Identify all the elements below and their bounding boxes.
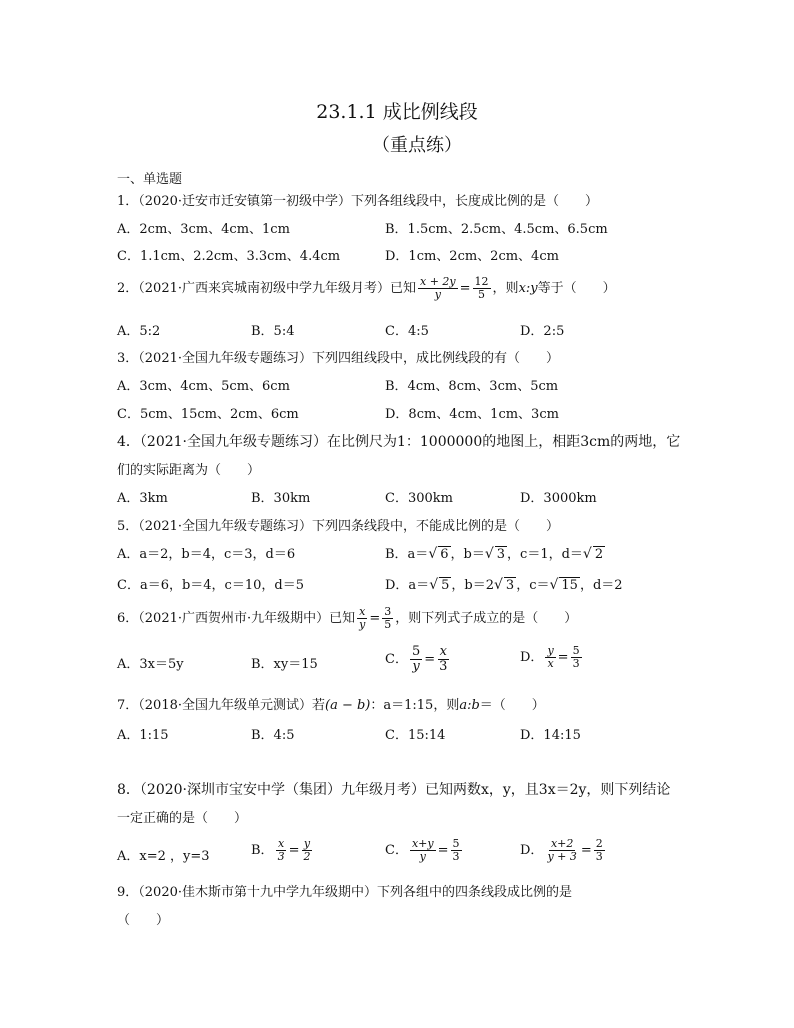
equals-sign: = xyxy=(459,281,471,296)
fraction-numerator: 5 xyxy=(572,644,580,657)
question-1-option-d: D．1cm、2cm、2cm、4cm xyxy=(385,249,559,264)
option-fraction xyxy=(301,838,312,863)
question-2-option-d: D．2:5 xyxy=(520,324,565,339)
fraction-numerator: 5 xyxy=(411,644,421,659)
equals-sign: = xyxy=(369,611,381,626)
page-title: 23.1.1 成比例线段 xyxy=(316,101,478,123)
question-6-fraction-2 xyxy=(382,606,393,631)
equals-sign: = xyxy=(424,652,436,667)
fraction-denominator: 3 xyxy=(452,850,460,863)
fraction-denominator: 3 xyxy=(595,850,603,863)
question-6-fraction-1 xyxy=(357,606,367,631)
question-1-option-a: A．2cm、3cm、4cm、1cm xyxy=(117,222,290,237)
option-label: C． xyxy=(385,843,408,858)
question-7-option-a: A．1:15 xyxy=(117,728,169,743)
radicand: 5 xyxy=(441,578,450,593)
fraction-numerator: x + 2y xyxy=(420,275,456,288)
question-2-stem-prefix: 2．（2021·广西来宾城南初级中学九年级月考）已知 xyxy=(117,281,416,296)
option-label: D． xyxy=(520,650,544,665)
option-fraction xyxy=(410,838,436,863)
option-fraction xyxy=(545,838,578,863)
question-5-option-d xyxy=(385,574,623,593)
fraction-numerator: y xyxy=(303,837,311,850)
option-label: C． xyxy=(385,652,408,667)
option-fraction xyxy=(594,838,605,863)
question-2-ratio: x:y xyxy=(518,281,538,296)
equals-sign: = xyxy=(580,843,592,858)
fraction-numerator: 5 xyxy=(452,837,460,850)
question-7-stem-end: ＝（ ） xyxy=(479,698,545,713)
fraction-numerator: x+2 xyxy=(550,837,574,850)
radicand: 3 xyxy=(505,578,515,593)
question-6-stem xyxy=(117,606,577,631)
question-7-stem xyxy=(117,694,545,713)
fraction-numerator: 3 xyxy=(384,605,392,618)
question-8-option-a: A．x=2 ，y=3 xyxy=(117,849,210,864)
question-7-ratio: a:b xyxy=(459,698,480,713)
option-label: D． xyxy=(520,843,544,858)
fraction-numerator: 2 xyxy=(595,837,603,850)
sqrt-icon: √ xyxy=(429,577,439,593)
fraction-numerator: y xyxy=(547,644,554,657)
option-text: B．a＝ xyxy=(385,547,429,562)
question-8-stem-line-2: 一定正确的是（ ） xyxy=(117,811,248,826)
option-label: B． xyxy=(251,843,274,858)
question-2-stem xyxy=(117,276,616,301)
option-text: ，b＝ xyxy=(450,547,485,562)
question-3-option-c: C．5cm、15cm、2cm、6cm xyxy=(117,407,299,422)
question-9-answer-blank: （ ） xyxy=(117,913,170,928)
option-fraction xyxy=(571,645,582,670)
equals-sign: = xyxy=(557,650,569,665)
option-fraction xyxy=(276,838,287,863)
question-3-option-b: B．4cm、8cm、3cm、5cm xyxy=(385,379,559,394)
question-4-option-a: A．3km xyxy=(117,491,168,506)
question-8-option-b xyxy=(251,838,314,863)
fraction-denominator: 3 xyxy=(277,850,285,863)
question-7-stem-mid: ：a＝1:15，则 xyxy=(370,698,460,713)
question-2-stem-end: 等于（ ） xyxy=(537,281,616,296)
fraction-denominator: y + 3 xyxy=(547,850,577,863)
question-9-stem: 9．（2020·佳木斯市第十九中学九年级期中）下列各组中的四条线段成比例的是 xyxy=(117,885,572,900)
radicand: 3 xyxy=(496,547,506,562)
question-7-stem-prefix: 7．（2018·全国九年级单元测试）若 xyxy=(117,698,325,713)
fraction-numerator: x+y xyxy=(411,837,434,850)
question-6-option-a: A．3x＝5y xyxy=(117,657,184,672)
radicand: 2 xyxy=(594,547,604,562)
question-4-option-b: B．30km xyxy=(251,491,311,506)
equals-sign: = xyxy=(437,843,449,858)
fraction-denominator: y xyxy=(434,288,441,301)
fraction-denominator: 5 xyxy=(478,288,486,301)
question-6-option-d xyxy=(520,645,584,670)
question-7-option-d: D．14:15 xyxy=(520,728,581,743)
question-5-option-c: C．a＝6，b＝4，c＝10，d＝5 xyxy=(117,578,304,593)
fraction-denominator: 5 xyxy=(384,618,392,631)
question-6-option-b: B．xy＝15 xyxy=(251,657,318,672)
question-5-option-a: A．a＝2，b＝4，c＝3，d＝6 xyxy=(117,547,296,562)
fraction-denominator: 3 xyxy=(572,657,580,670)
question-3-option-d: D．8cm、4cm、1cm、3cm xyxy=(385,407,559,422)
option-text: D．a＝ xyxy=(385,578,430,593)
question-1-option-c: C．1.1cm、2.2cm、3.3cm、4.4cm xyxy=(117,249,341,264)
question-7-option-b: B．4:5 xyxy=(251,728,295,743)
fraction-denominator: x xyxy=(547,657,554,670)
page-subtitle: （重点练） xyxy=(372,135,462,156)
option-text: ，c＝1，d＝ xyxy=(507,547,583,562)
question-1-option-b: B．1.5cm、2.5cm、4.5cm、6.5cm xyxy=(385,222,608,237)
option-fraction xyxy=(451,838,462,863)
fraction-numerator: x xyxy=(277,837,285,850)
question-7-option-c: C．15:14 xyxy=(385,728,446,743)
question-2-option-a: A．5:2 xyxy=(117,324,161,339)
question-8-stem-line-1: 8．（2020·深圳市宝安中学（集团）九年级月考）已知两数x，y，且3x＝2y，则下列结论 xyxy=(117,782,671,798)
equals-sign: = xyxy=(288,843,300,858)
sqrt-icon: √ xyxy=(493,577,503,593)
question-7-paren-expression: (a − b) xyxy=(325,698,371,713)
sqrt-icon: √ xyxy=(484,546,494,562)
question-8-option-d xyxy=(520,838,607,863)
question-8-option-c xyxy=(385,838,464,863)
fraction-denominator: 3 xyxy=(439,659,448,674)
question-2-fraction-2 xyxy=(473,276,491,301)
option-fraction xyxy=(545,645,555,670)
fraction-denominator: y xyxy=(419,850,426,863)
sqrt-icon: √ xyxy=(549,577,559,593)
question-4-stem-line-1: 4．（2021·全国九年级专题练习）在比例尺为1：1000000的地图上，相距3cm的两地，它 xyxy=(117,434,681,450)
question-4-option-c: C．300km xyxy=(385,491,453,506)
option-text: ，d＝2 xyxy=(579,578,623,593)
question-4-stem-line-2: 们的实际距离为（ ） xyxy=(117,463,261,478)
question-2-option-b: B．5:4 xyxy=(251,324,295,339)
question-3-stem: 3．（2021·全国九年级专题练习）下列四组线段中，成比例线段的有（ ） xyxy=(117,351,559,366)
option-fraction xyxy=(437,645,449,674)
fraction-numerator: x xyxy=(439,644,447,659)
fraction-numerator: 12 xyxy=(474,275,489,288)
question-5-stem: 5．（2021·全国九年级专题练习）下列四条线段中，不能成比例的是（ ） xyxy=(117,519,559,534)
radicand: 15 xyxy=(561,578,578,593)
question-6-stem-prefix: 6．（2021·广西贺州市·九年级期中）已知 xyxy=(117,611,356,626)
fraction-denominator: 2 xyxy=(303,850,311,863)
question-2-option-c: C．4:5 xyxy=(385,324,429,339)
option-fraction xyxy=(410,645,422,674)
question-5-option-b xyxy=(385,543,605,562)
option-text: ，b＝2 xyxy=(451,578,494,593)
question-2-fraction-1 xyxy=(418,276,458,301)
fraction-denominator: y xyxy=(359,618,366,631)
question-4-option-d: D．3000km xyxy=(520,491,597,506)
sqrt-icon: √ xyxy=(582,546,592,562)
question-1-stem: 1．（2020·迁安市迁安镇第一初级中学）下列各组线段中，长度成比例的是（ ） xyxy=(117,194,598,209)
section-heading: 一、单选题 xyxy=(117,172,183,187)
option-text: ，c＝ xyxy=(516,578,550,593)
fraction-numerator: x xyxy=(359,605,366,618)
question-6-stem-suffix: ，则下列式子成立的是（ ） xyxy=(395,611,578,626)
question-3-option-a: A．3cm、4cm、5cm、6cm xyxy=(117,379,290,394)
question-6-option-c xyxy=(385,645,451,674)
sqrt-icon: √ xyxy=(428,546,438,562)
fraction-denominator: y xyxy=(412,659,420,674)
radicand: 6 xyxy=(440,547,449,562)
question-2-stem-mid: ，则 xyxy=(492,281,519,296)
